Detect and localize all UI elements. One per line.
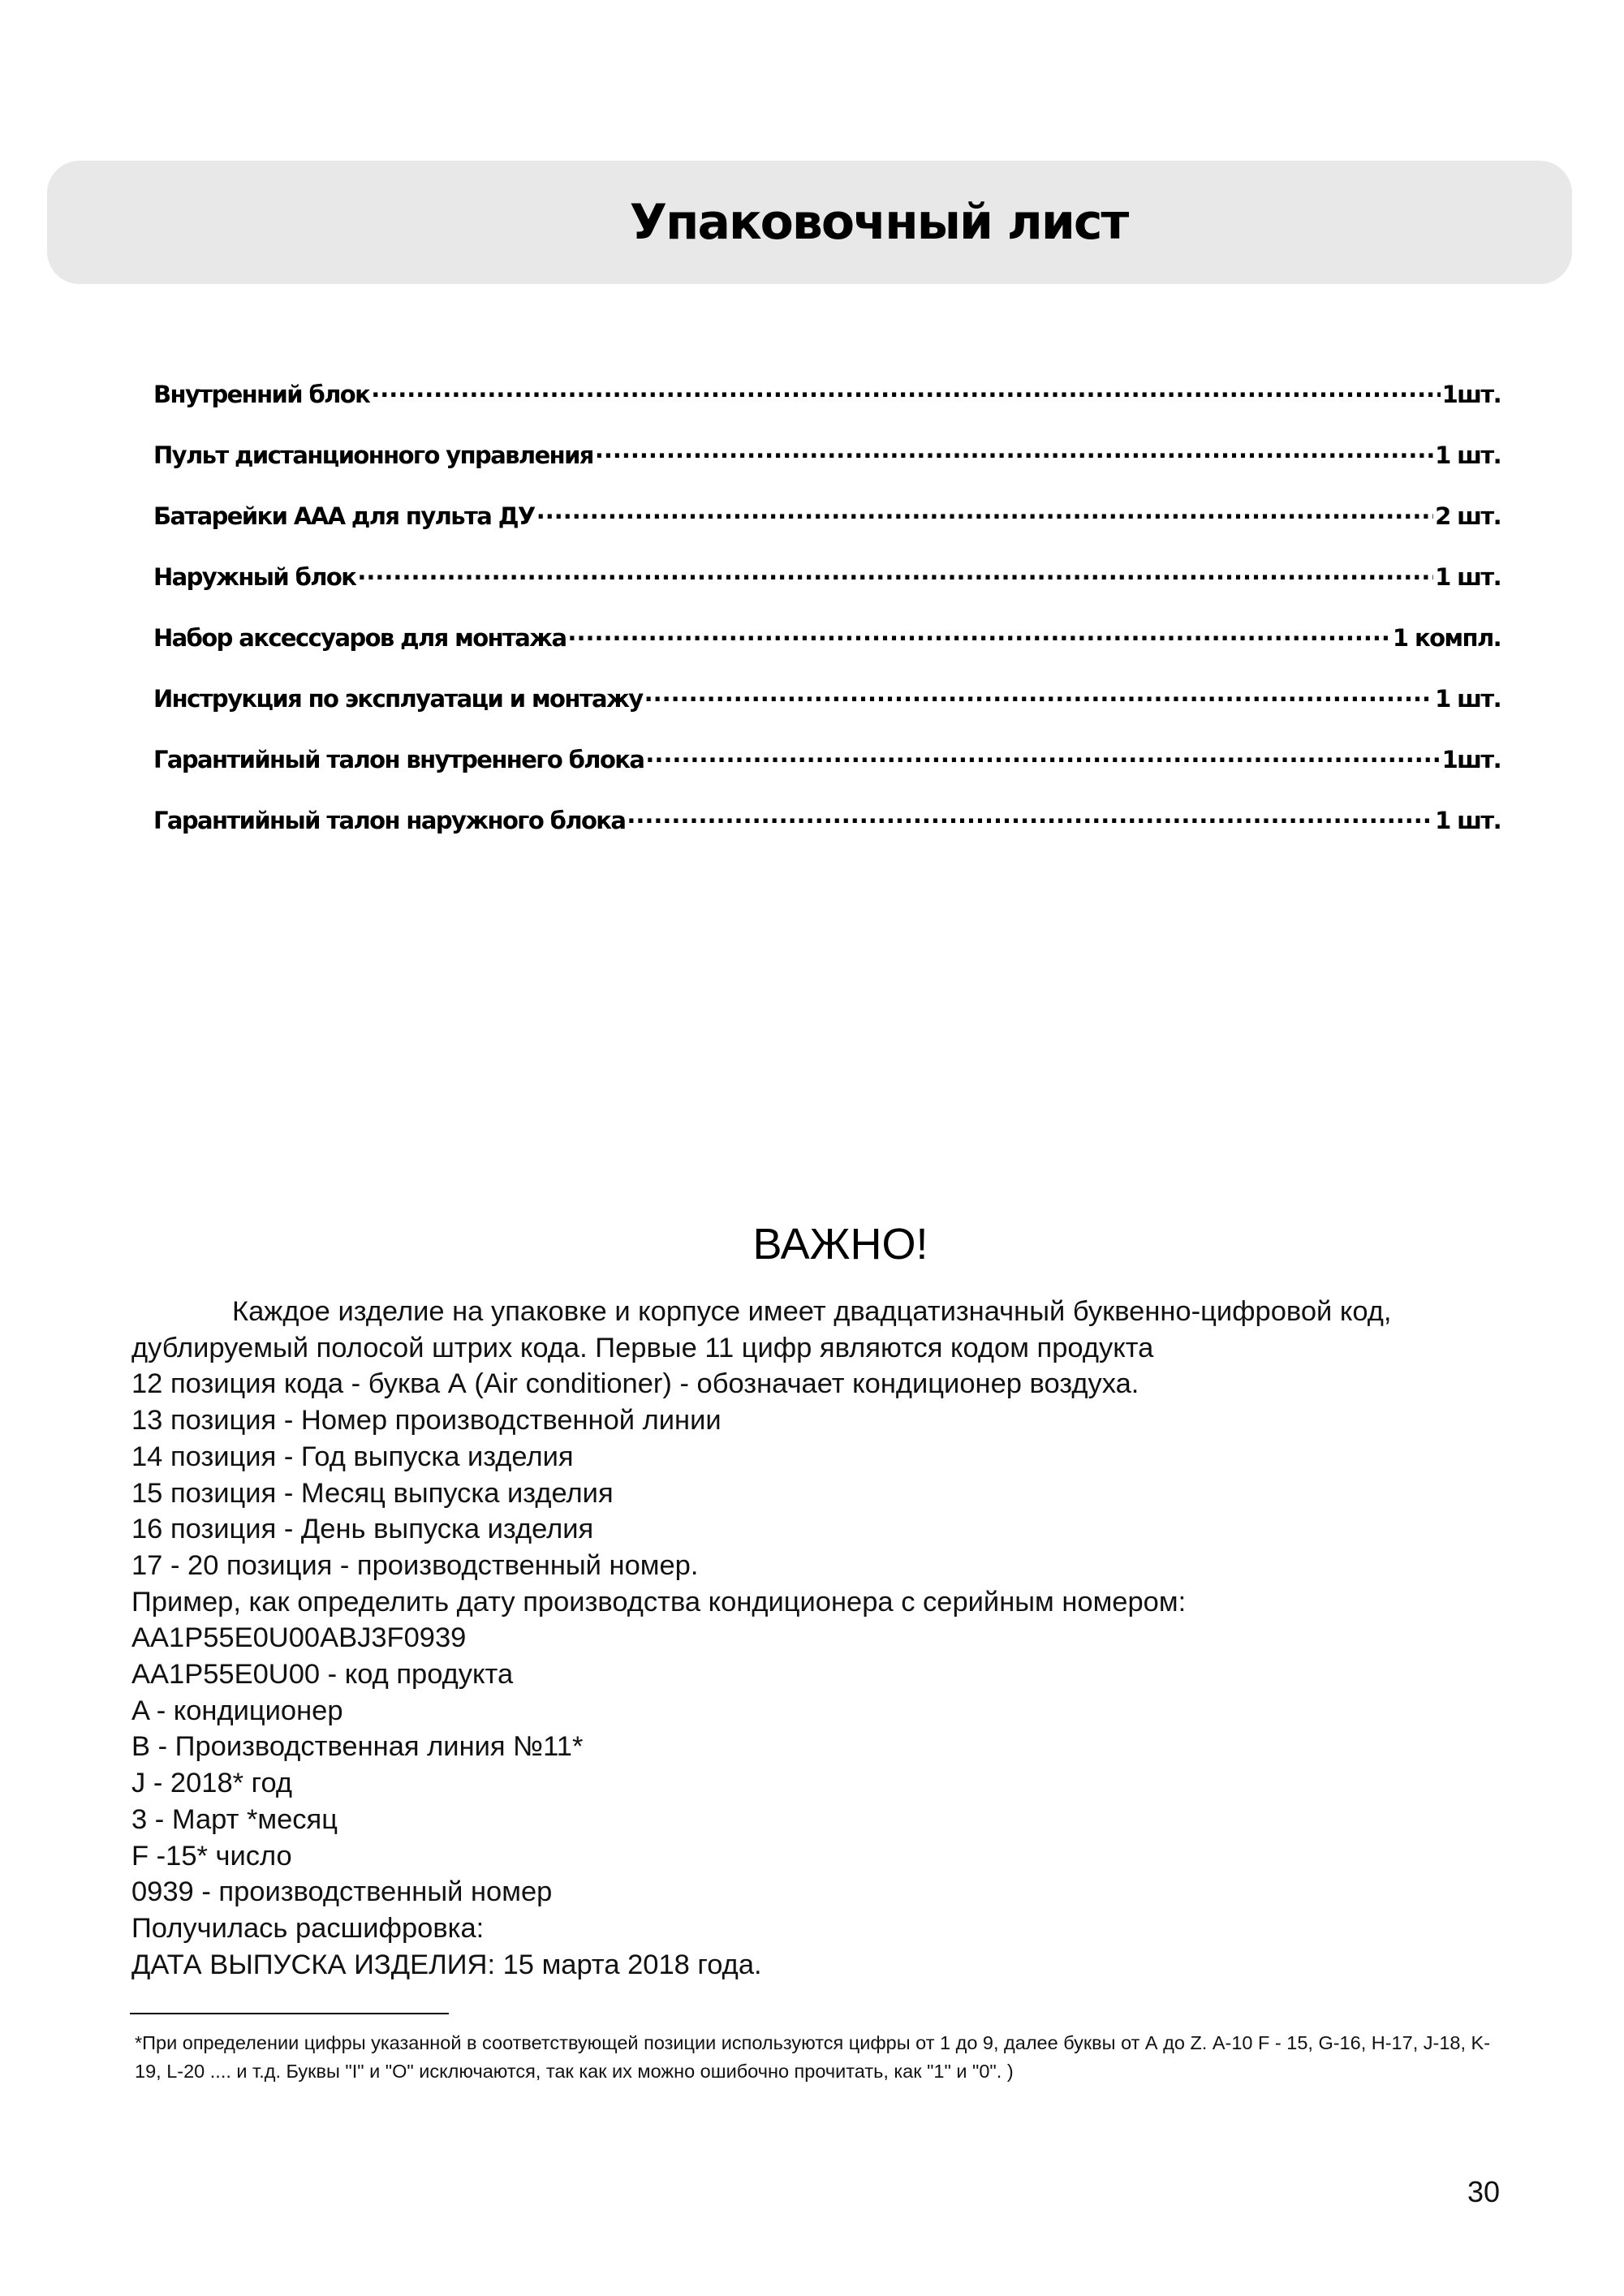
footnote-divider	[130, 2013, 449, 2014]
item-name: Инструкция по эксплуатаци и монтажу	[153, 684, 643, 713]
important-heading: ВАЖНО!	[752, 1220, 928, 1269]
item-name: Гарантийный талон внутреннего блока	[153, 745, 644, 773]
packing-list-item	[153, 502, 1501, 562]
item-quantity: 1шт.	[1441, 745, 1501, 773]
item-quantity: 1 шт.	[1435, 806, 1501, 834]
example-line: B - Производственная линия №11*	[131, 1731, 584, 1763]
intro-paragraph: Каждое изделие на упаковке и корпусе имеет двадцатизначный буквенно-цифровой код, дублируемый полосой штрих кода. Первые 11 цифр являются кодом продукта	[131, 1296, 1392, 1363]
example-line: Пример, как определить дату производства кондиционера с серийным номером:	[131, 1586, 1187, 1618]
title-banner	[47, 161, 1572, 284]
result-line: ДАТА ВЫПУСКА ИЗДЕЛИЯ: 15 марта 2018 года.	[131, 1949, 762, 1980]
packing-list	[153, 380, 1501, 867]
item-quantity: 1 шт.	[1435, 562, 1501, 591]
serial-number: AA1P55E0U00ABJ3F0939	[131, 1622, 467, 1654]
packing-list-item	[153, 806, 1501, 867]
example-line: F -15* число	[131, 1840, 292, 1872]
example-line: 3 - Март *месяц	[131, 1803, 338, 1835]
packing-list-item	[153, 380, 1501, 441]
dot-leader	[645, 745, 1440, 768]
item-name: Батарейки ААА для пульта ДУ	[153, 502, 535, 530]
page-title: Упаковочный лист	[629, 194, 1128, 251]
item-name: Внутренний блок	[153, 380, 370, 408]
item-name: Гарантийный талон наружного блока	[153, 806, 626, 834]
item-quantity: 2 шт.	[1435, 502, 1501, 530]
packing-list-item	[153, 441, 1501, 502]
item-name: Наружный блок	[153, 562, 356, 591]
dot-leader	[536, 502, 1433, 524]
footnote: *При определении цифры указанной в соответствующей позиции используются цифры от 1 до 9, далее буквы от А до Z. А-10 F - 15, G-16, H-17, J-18, K-19, L-20 .... и т.д. Буквы "I" и "O" исключаются, так как их можно ошибочно прочитать, как "1" и "0". )	[135, 2032, 1491, 2082]
packing-list-item	[153, 684, 1501, 745]
dot-leader	[644, 684, 1434, 707]
item-name: Пульт дистанционного управления	[153, 441, 593, 469]
item-quantity: 1 компл.	[1392, 623, 1501, 652]
example-line: A - кондиционер	[131, 1695, 343, 1726]
code-line: 14 позиция - Год выпуска изделия	[131, 1441, 574, 1472]
code-line: 17 - 20 позиция - производственный номер.	[131, 1549, 699, 1581]
important-section	[131, 1294, 1495, 1983]
item-quantity: 1 шт.	[1435, 684, 1501, 713]
packing-list-item	[153, 623, 1501, 684]
dot-leader	[371, 380, 1440, 403]
example-line: J - 2018* год	[131, 1768, 293, 1799]
example-line: Получилась расшифровка:	[131, 1912, 485, 1944]
code-line: 16 позиция - День выпуска изделия	[131, 1514, 594, 1545]
dot-leader	[595, 441, 1433, 463]
packing-list-item	[153, 745, 1501, 806]
dot-leader	[567, 623, 1391, 646]
packing-list-item	[153, 562, 1501, 623]
code-line: 15 позиция - Месяц выпуска изделия	[131, 1477, 614, 1509]
code-line: 13 позиция - Номер производственной линии	[131, 1405, 722, 1437]
item-quantity: 1шт.	[1441, 380, 1501, 408]
example-line: 0939 - производственный номер	[131, 1876, 553, 1908]
item-quantity: 1 шт.	[1435, 441, 1501, 469]
example-line: AA1P55E0U00 - код продукта	[131, 1659, 514, 1691]
dot-leader	[627, 806, 1433, 829]
code-line: 12 позиция кода - буква А (Air conditioner) - обозначает кондиционер воздуха.	[131, 1368, 1139, 1400]
dot-leader	[357, 562, 1433, 585]
item-name: Набор аксессуаров для монтажа	[153, 623, 566, 652]
page-number: 30	[1467, 2175, 1501, 2208]
